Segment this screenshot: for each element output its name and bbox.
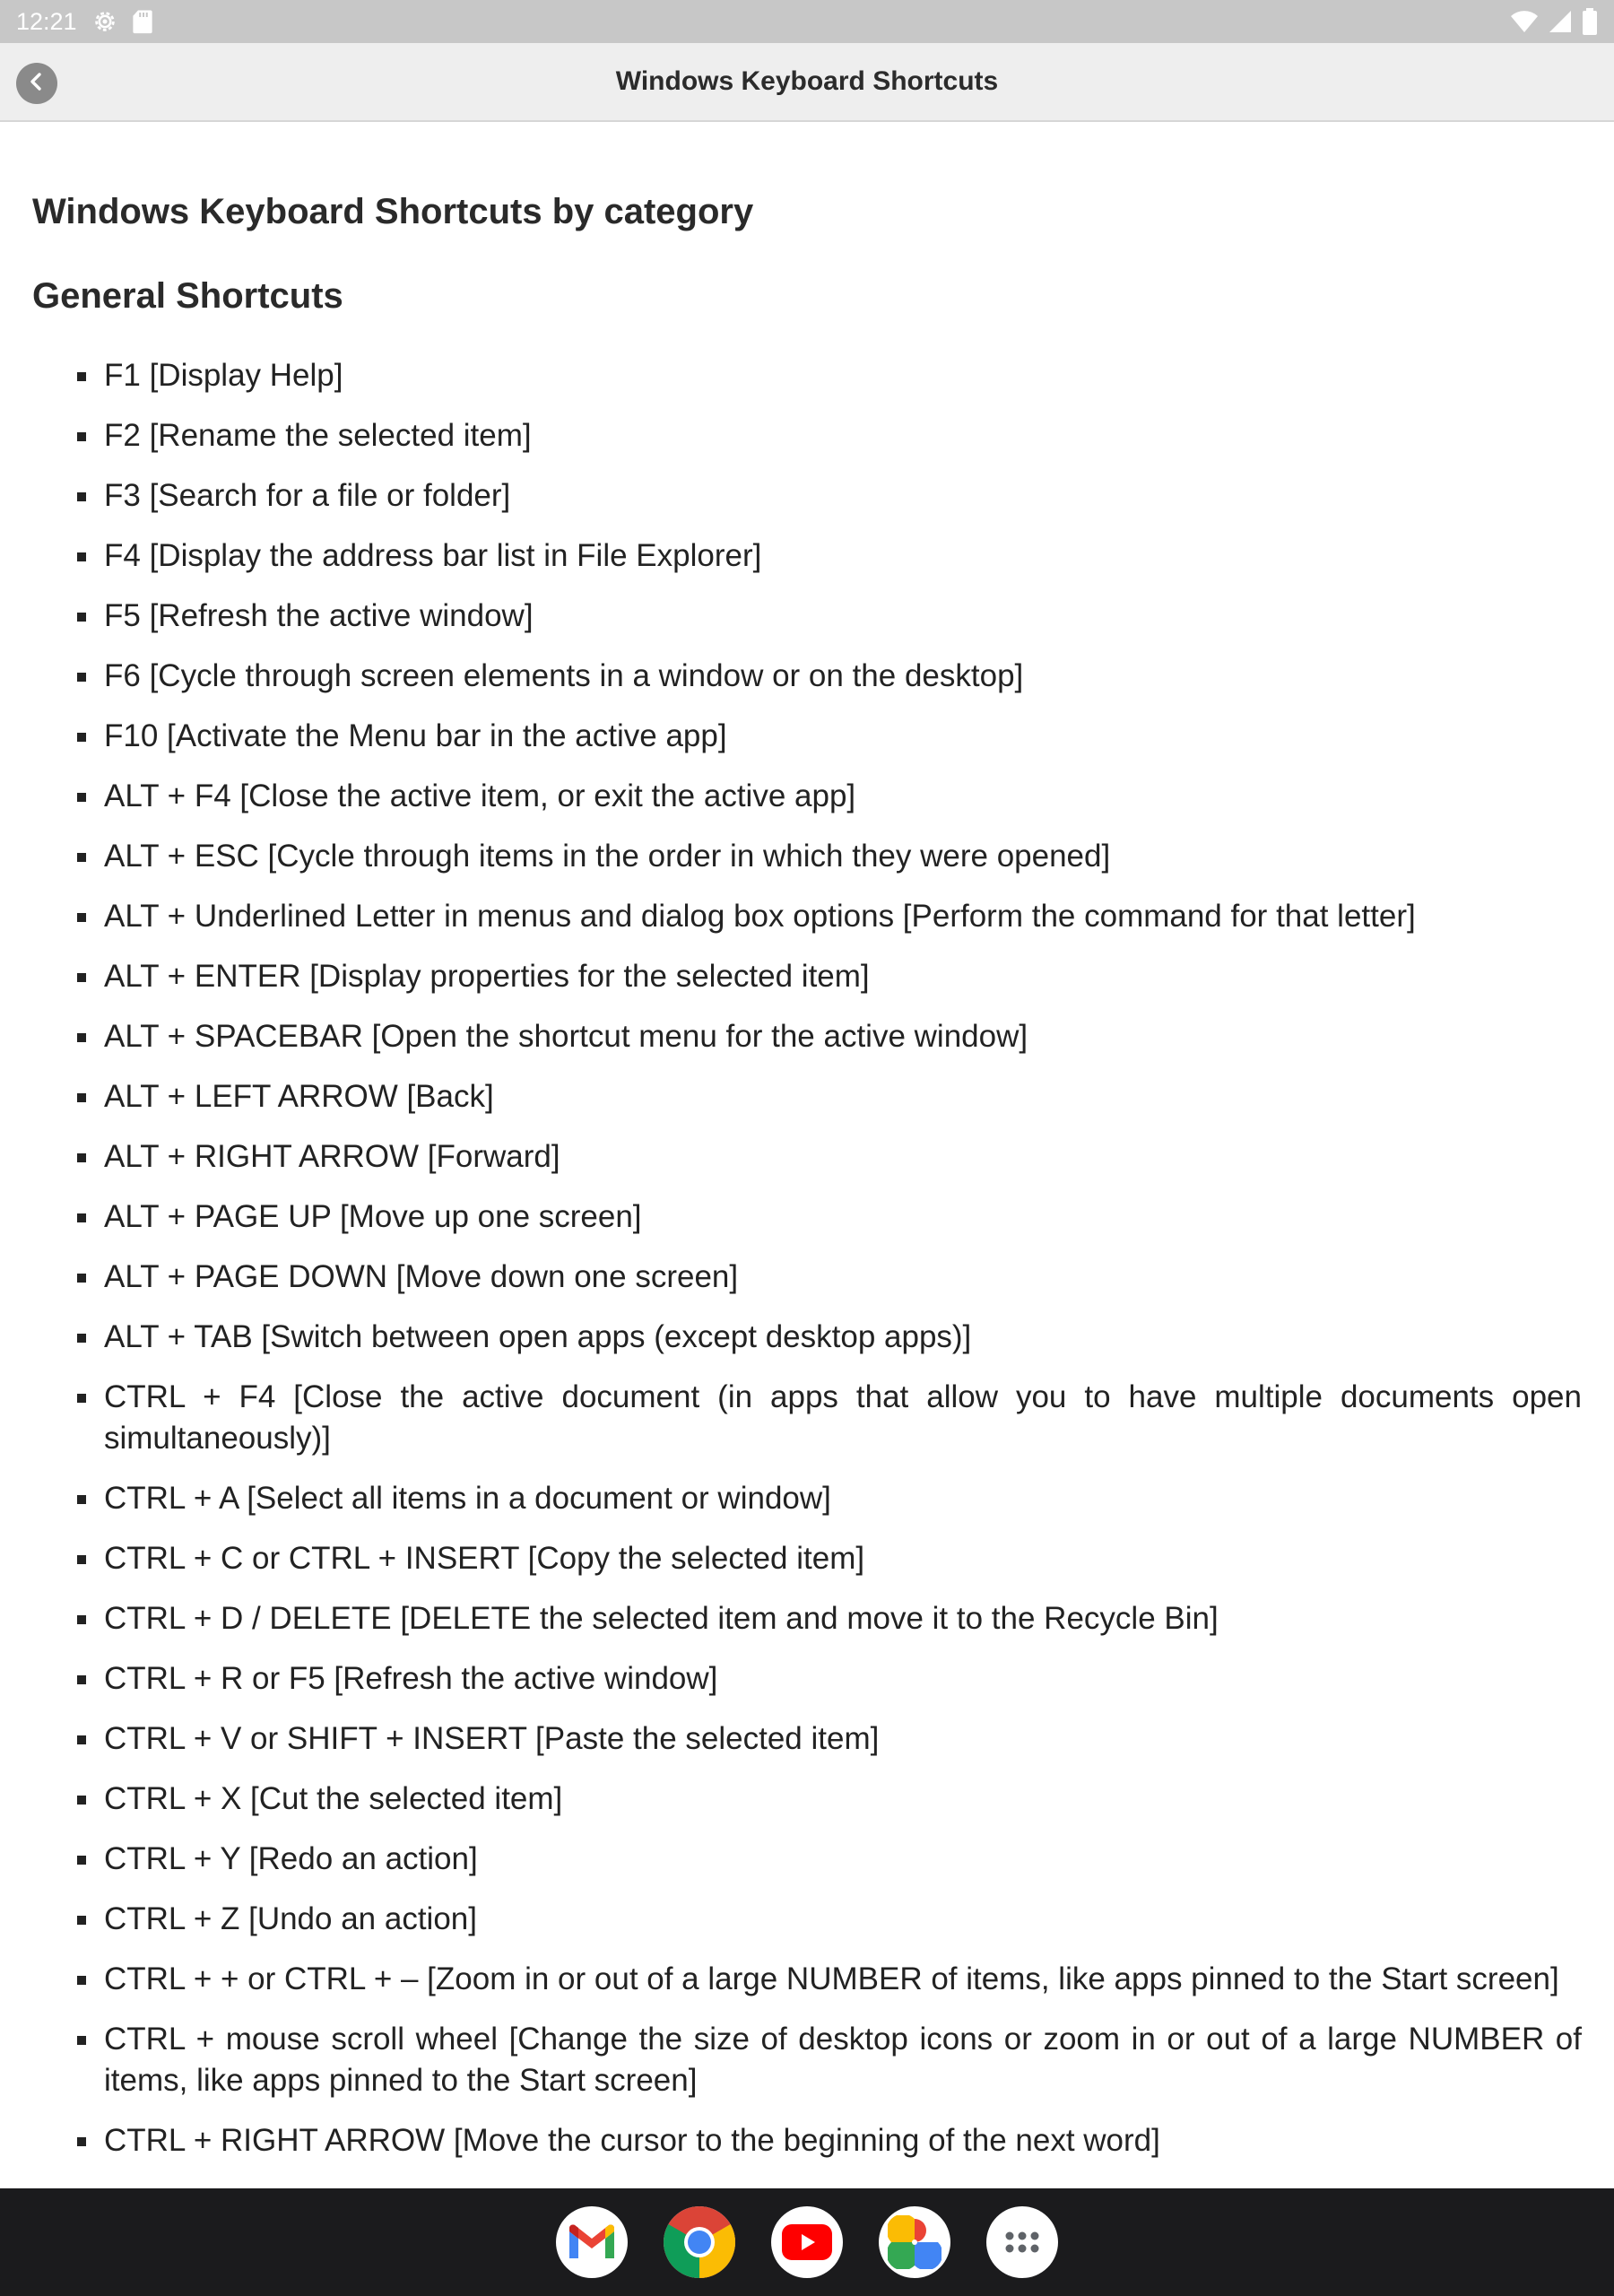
bullet-icon	[77, 1394, 86, 1403]
photos-icon	[888, 2215, 941, 2269]
list-item	[104, 355, 1582, 396]
list-item	[104, 1257, 1582, 1298]
status-time: 12:21	[16, 7, 77, 35]
shortcut-text: F5 [Refresh the active window]	[104, 598, 534, 633]
bullet-icon	[77, 2036, 86, 2045]
list-item	[104, 1598, 1582, 1639]
list-item	[104, 1658, 1582, 1700]
shortcut-text: CTRL + + or CTRL + – [Zoom in or out of a large NUMBER of items, like apps pinned to the Start screen]	[104, 1961, 1559, 1996]
bullet-icon	[77, 1615, 86, 1624]
bullet-icon	[77, 1093, 86, 1102]
app-title: Windows Keyboard Shortcuts	[615, 66, 999, 96]
app-dock	[0, 2188, 1614, 2296]
chrome-icon	[664, 2206, 735, 2278]
bullet-icon	[77, 673, 86, 682]
status-bar	[0, 0, 1614, 43]
bullet-icon	[77, 1976, 86, 1985]
shortcut-text: CTRL + R or F5 [Refresh the active window]	[104, 1661, 718, 1696]
bullet-icon	[77, 1735, 86, 1744]
shortcut-text: ALT + Underlined Letter in menus and dialog box options [Perform the command for that letter]	[104, 899, 1416, 934]
bullet-icon	[77, 1796, 86, 1805]
shortcut-text: ALT + SPACEBAR [Open the shortcut menu for the active window]	[104, 1019, 1028, 1054]
shortcut-text: CTRL + D / DELETE [DELETE the selected item and move it to the Recycle Bin]	[104, 1601, 1219, 1636]
bullet-icon	[77, 1213, 86, 1222]
app-bar	[0, 43, 1614, 122]
bullet-icon	[77, 552, 86, 561]
status-left-icons	[91, 8, 154, 35]
bullet-icon	[77, 913, 86, 922]
list-item	[104, 776, 1582, 817]
list-item	[104, 1538, 1582, 1579]
list-item	[104, 1959, 1582, 2000]
bullet-icon	[77, 1555, 86, 1564]
bullet-icon	[77, 1334, 86, 1343]
shortcut-text: ALT + LEFT ARROW [Back]	[104, 1079, 494, 1114]
bullet-icon	[77, 1153, 86, 1162]
shortcut-text: CTRL + Y [Redo an action]	[104, 1841, 478, 1876]
list-item	[104, 836, 1582, 877]
list-item	[104, 1478, 1582, 1519]
chrome-app-button[interactable]	[664, 2206, 735, 2278]
list-item	[104, 1196, 1582, 1238]
bullet-icon	[77, 372, 86, 381]
bullet-icon	[77, 432, 86, 441]
sd-card-icon	[131, 8, 154, 35]
youtube-icon	[782, 2224, 832, 2260]
shortcut-text: ALT + ENTER [Display properties for the selected item]	[104, 959, 870, 994]
list-item	[104, 535, 1582, 577]
list-item	[104, 1899, 1582, 1940]
list-item	[104, 475, 1582, 517]
battery-icon	[1582, 8, 1598, 35]
shortcut-text: F2 [Rename the selected item]	[104, 418, 532, 453]
list-item	[104, 2019, 1582, 2101]
list-item	[104, 1317, 1582, 1358]
list-item	[104, 656, 1582, 697]
page-heading: Windows Keyboard Shortcuts by category	[32, 192, 754, 231]
app-drawer-icon	[1004, 2230, 1040, 2255]
bullet-icon	[77, 1856, 86, 1865]
list-item	[104, 716, 1582, 757]
shortcut-text: CTRL + mouse scroll wheel [Change the size of desktop icons or zoom in or out of a large NUMBER of items, like apps pinned to the Start screen]	[104, 2022, 1582, 2098]
shortcut-text: CTRL + Z [Undo an action]	[104, 1901, 477, 1936]
bullet-icon	[77, 1916, 86, 1925]
list-item	[104, 415, 1582, 457]
list-item	[104, 896, 1582, 937]
list-item	[104, 1779, 1582, 1820]
shortcut-text: ALT + RIGHT ARROW [Forward]	[104, 1139, 560, 1174]
shortcut-text: CTRL + A [Select all items in a document or window]	[104, 1481, 831, 1516]
bullet-icon	[77, 1274, 86, 1283]
bullet-icon	[77, 733, 86, 742]
app-drawer-button[interactable]	[986, 2206, 1058, 2278]
shortcut-list	[32, 355, 1582, 2161]
shortcut-text: CTRL + V or SHIFT + INSERT [Paste the selected item]	[104, 1721, 880, 1756]
list-item	[104, 1839, 1582, 1880]
gmail-icon	[566, 2222, 618, 2262]
bullet-icon	[77, 973, 86, 982]
shortcut-text: ALT + F4 [Close the active item, or exit the active app]	[104, 778, 856, 813]
bullet-icon	[77, 1675, 86, 1684]
shortcut-text: F1 [Display Help]	[104, 358, 343, 393]
shortcut-text: CTRL + F4 [Close the active document (in apps that allow you to have multiple documents open simultaneously)]	[104, 1379, 1582, 1456]
section-heading-general-shortcuts: General Shortcuts	[32, 276, 343, 316]
bullet-icon	[77, 492, 86, 501]
list-item	[104, 596, 1582, 637]
shortcut-text: ALT + PAGE UP [Move up one screen]	[104, 1199, 642, 1234]
shortcut-text: F4 [Display the address bar list in File Explorer]	[104, 538, 762, 573]
list-item	[104, 2120, 1582, 2161]
bullet-icon	[77, 2137, 86, 2146]
article-content[interactable]	[0, 122, 1614, 2188]
signal-icon	[1548, 9, 1573, 34]
bullet-icon	[77, 1033, 86, 1042]
list-item	[104, 1076, 1582, 1118]
shortcut-text: CTRL + C or CTRL + INSERT [Copy the selected item]	[104, 1541, 865, 1576]
list-item	[104, 1718, 1582, 1760]
bullet-icon	[77, 853, 86, 862]
shortcut-text: ALT + PAGE DOWN [Move down one screen]	[104, 1259, 739, 1294]
shortcut-text: ALT + TAB [Switch between open apps (except desktop apps)]	[104, 1319, 972, 1354]
list-item	[104, 1377, 1582, 1459]
bullet-icon	[77, 1495, 86, 1504]
list-item	[104, 1016, 1582, 1057]
shortcut-text: F6 [Cycle through screen elements in a window or on the desktop]	[104, 658, 1024, 693]
bullet-icon	[77, 613, 86, 622]
settings-gear-icon	[91, 8, 118, 35]
photos-app-button[interactable]	[879, 2206, 950, 2278]
shortcut-text: F3 [Search for a file or folder]	[104, 478, 511, 513]
shortcut-text: CTRL + X [Cut the selected item]	[104, 1781, 563, 1816]
list-item	[104, 1136, 1582, 1178]
gmail-app-button[interactable]	[556, 2206, 628, 2278]
shortcut-text: CTRL + RIGHT ARROW [Move the cursor to the beginning of the next word]	[104, 2123, 1160, 2158]
bullet-icon	[77, 793, 86, 802]
shortcut-text: ALT + ESC [Cycle through items in the order in which they were opened]	[104, 839, 1111, 874]
shortcut-text: F10 [Activate the Menu bar in the active app]	[104, 718, 727, 753]
youtube-app-button[interactable]	[771, 2206, 843, 2278]
status-right-icons	[1510, 8, 1598, 35]
wifi-icon	[1510, 9, 1539, 34]
list-item	[104, 956, 1582, 997]
